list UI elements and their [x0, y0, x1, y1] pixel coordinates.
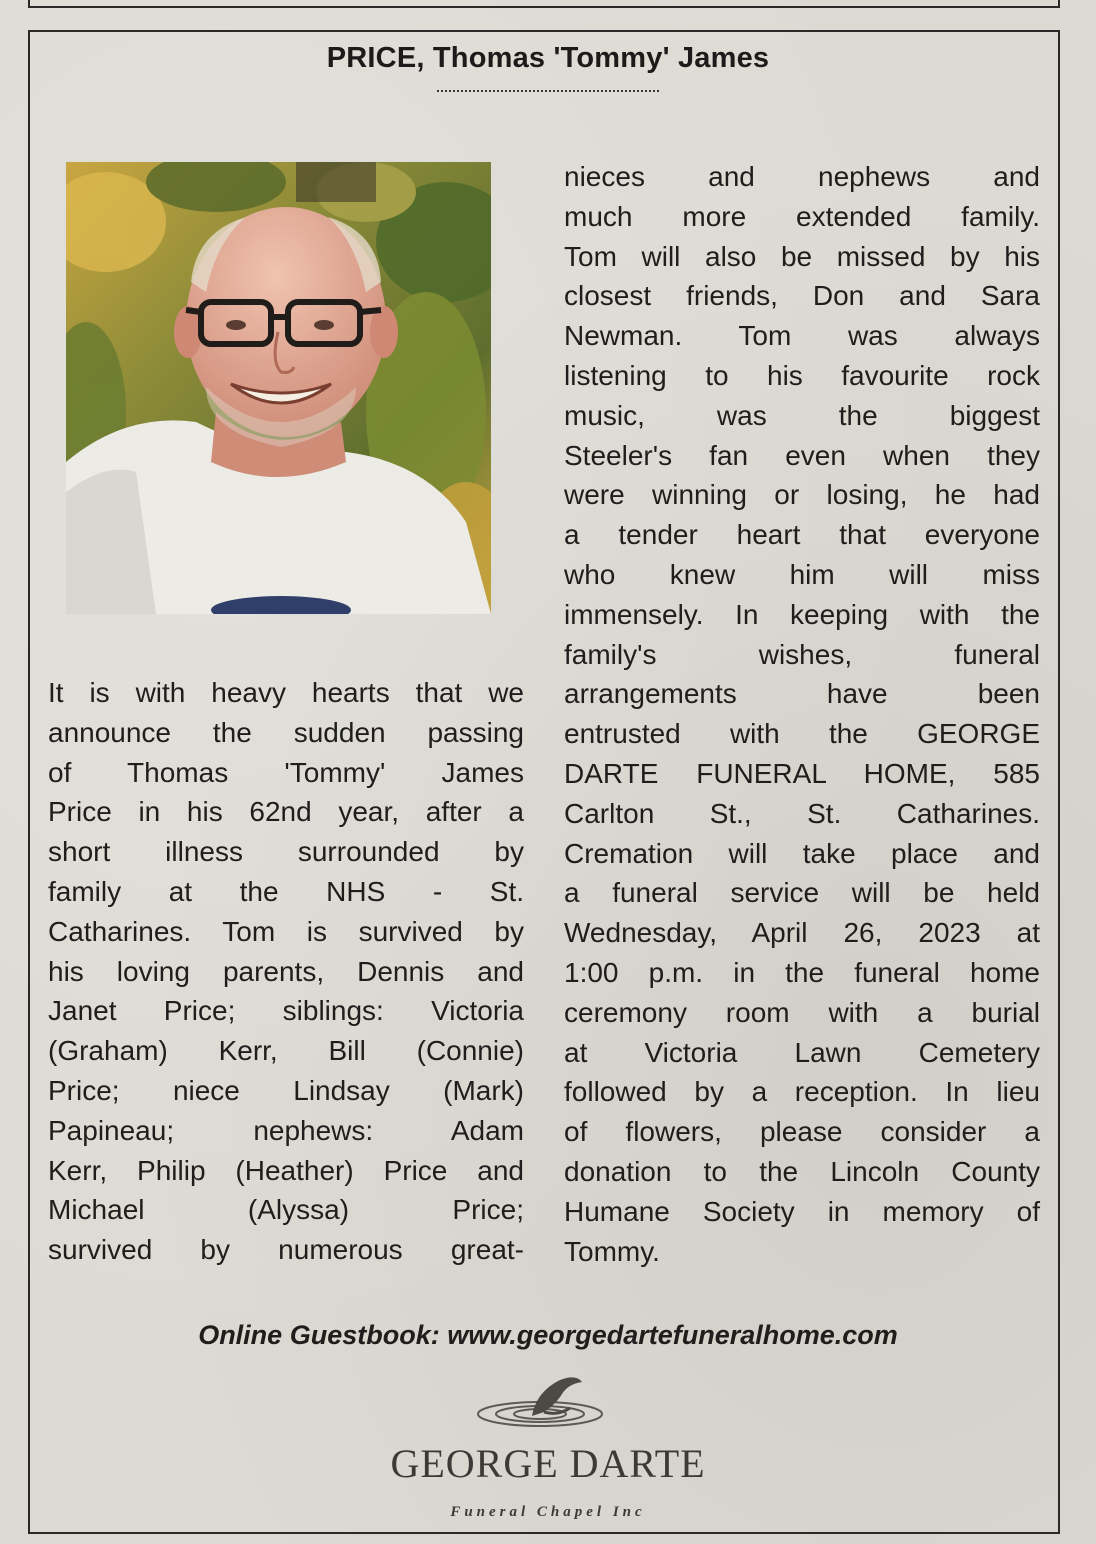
obituary-text-left-column: [48, 673, 524, 1270]
text-line: Tom will also be missed by his: [564, 240, 1040, 272]
text-line: at Victoria Lawn Cemetery: [564, 1036, 1040, 1068]
text-line: listening to his favourite rock: [564, 359, 1040, 391]
text-line: family at the NHS - St.: [48, 875, 524, 907]
text-line: It is with heavy hearts that we: [48, 677, 524, 708]
top-border-rule: [28, 0, 1060, 8]
text-line: donation to the Lincoln County: [564, 1155, 1040, 1187]
text-line: a tender heart that everyone: [564, 519, 1040, 551]
text-line: Wednesday, April 26, 2023 at: [564, 917, 1040, 949]
text-line: Steeler's fan even when they: [564, 439, 1040, 471]
funeral-home-logo-subtitle: Funeral Chapel Inc: [450, 1504, 646, 1520]
text-line: closest friends, Don and Sara: [564, 280, 1040, 312]
text-line: Catharines. Tom is survived by: [48, 915, 524, 947]
text-line: Tommy.: [564, 1235, 660, 1267]
obituary-text-right-column: [564, 157, 1040, 1271]
text-line: immensely. In keeping with the: [564, 598, 1040, 630]
text-line: announce the sudden passing: [48, 716, 524, 748]
text-line: DARTE FUNERAL HOME, 585: [564, 757, 1040, 789]
text-line: (Graham) Kerr, Bill (Connie): [48, 1035, 524, 1067]
title-underline: [437, 90, 659, 92]
text-line: entrusted with the GEORGE: [564, 718, 1040, 750]
obituary-title: PRICE, Thomas 'Tommy' James: [326, 42, 770, 74]
text-line: Michael (Alyssa) Price;: [48, 1194, 524, 1226]
text-line: Price; niece Lindsay (Mark): [48, 1074, 524, 1106]
text-line: music, was the biggest: [564, 399, 1040, 431]
text-line: a funeral service will be held: [564, 877, 1040, 909]
text-line: Cremation will take place and: [564, 837, 1040, 869]
text-line: of flowers, please consider a: [564, 1116, 1040, 1148]
text-line: Janet Price; siblings: Victoria: [48, 995, 524, 1027]
text-line: were winning or losing, he had: [564, 479, 1040, 511]
text-line: who knew him will miss: [564, 558, 1040, 590]
text-line: Kerr, Philip (Heather) Price and: [48, 1154, 524, 1186]
text-line: followed by a reception. In lieu: [564, 1076, 1040, 1108]
text-line: of Thomas 'Tommy' James: [48, 756, 524, 788]
text-line: Carlton St., St. Catharines.: [564, 797, 1040, 829]
text-line: Newman. Tom was always: [564, 320, 1040, 352]
text-line: nieces and nephews and: [564, 161, 1040, 192]
text-line: Papineau; nephews: Adam: [48, 1114, 524, 1146]
portrait-photo: [66, 162, 491, 614]
text-line: ceremony room with a burial: [564, 996, 1040, 1028]
text-line: his loving parents, Dennis and: [48, 955, 524, 987]
text-line: family's wishes, funeral: [564, 638, 1040, 670]
text-line: 1:00 p.m. in the funeral home: [564, 956, 1040, 988]
text-line: arrangements have been: [564, 678, 1040, 710]
leaf-water-icon: [440, 1372, 640, 1434]
text-line: survived by numerous great-: [48, 1234, 524, 1266]
text-line: Price in his 62nd year, after a: [48, 796, 524, 828]
text-line: much more extended family.: [564, 200, 1040, 232]
online-guestbook-link[interactable]: Online Guestbook: www.georgedartefuneralhome.com: [198, 1320, 898, 1350]
funeral-home-logo-name: GEORGE DARTE: [390, 1441, 706, 1486]
text-line: short illness surrounded by: [48, 836, 524, 868]
text-line: Humane Society in memory of: [564, 1195, 1040, 1227]
